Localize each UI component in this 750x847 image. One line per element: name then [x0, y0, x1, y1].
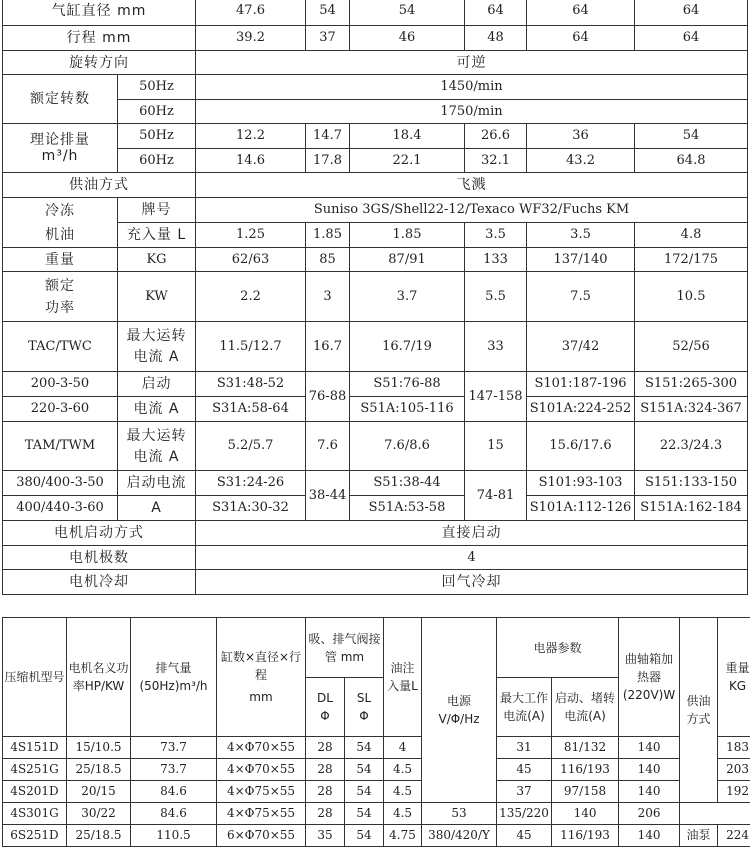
- header-row: [3, 618, 750, 678]
- cell: 14.6: [196, 149, 306, 173]
- header-text: 重量: [719, 659, 750, 677]
- header-text: DL: [307, 689, 343, 707]
- cell: 200-3-50: [3, 372, 118, 397]
- cell: 28: [306, 803, 345, 825]
- cell: 30/22: [67, 803, 131, 825]
- cell: 140: [619, 825, 680, 847]
- cell: 64: [635, 0, 748, 26]
- cell: 380/420/Y: [422, 825, 497, 847]
- cell: 116/193: [552, 759, 619, 781]
- header-max-current: 最大工作电流(A): [497, 678, 552, 737]
- cell: 4×Φ70×55: [217, 737, 306, 759]
- cell: 133: [465, 248, 527, 272]
- cell: 43.2: [527, 149, 635, 173]
- cell: 45: [497, 759, 552, 781]
- cell: 3.5: [527, 223, 635, 248]
- cell: 1450/min: [196, 75, 748, 100]
- cell: 47.6: [196, 0, 306, 26]
- cell: S51A:105-116: [350, 397, 465, 422]
- label-line: 机油: [4, 227, 116, 243]
- cell: 85: [306, 248, 350, 272]
- cell: S31A:30-32: [196, 496, 306, 521]
- header-weight: [718, 618, 750, 737]
- row-label: 供油方式: [3, 173, 196, 198]
- header-dl: [306, 678, 345, 737]
- cell: 3.7: [350, 272, 465, 322]
- cell: 140: [619, 737, 680, 759]
- cell: 3.5: [465, 223, 527, 248]
- cell: 54: [306, 0, 350, 26]
- cell: 1.85: [306, 223, 350, 248]
- cell: Suniso 3GS/Shell22-12/Texaco WF32/Fuchs KM: [196, 198, 748, 223]
- label-line: 最大运转: [119, 428, 194, 444]
- row-label: 行程 mm: [3, 26, 196, 51]
- cell: 回气冷却: [196, 570, 748, 595]
- cell: 10.5: [635, 272, 748, 322]
- cell: 97/158: [552, 781, 619, 803]
- row-label: [3, 272, 118, 322]
- cell: 62/63: [196, 248, 306, 272]
- cell: S151A:324-367: [635, 397, 748, 422]
- cell: 50Hz: [118, 124, 196, 149]
- lra1-row: [3, 397, 748, 422]
- cell: 87/91: [350, 248, 465, 272]
- table-row: [3, 803, 750, 825]
- row-label: 电机启动方式: [3, 521, 196, 546]
- row-label: TAC/TWC: [3, 322, 118, 372]
- cell: 4S251G: [3, 759, 67, 781]
- table-row: [3, 825, 750, 847]
- row-label: 电机极数: [3, 546, 196, 570]
- power-row: [3, 272, 748, 322]
- cell: 73.7: [131, 759, 217, 781]
- row-label: [3, 198, 118, 248]
- compressor-model-table: [2, 617, 750, 847]
- cell: 74-81: [465, 471, 527, 521]
- cell: 5.2/5.7: [196, 422, 306, 471]
- cell: 3: [306, 272, 350, 322]
- cell: KW: [118, 272, 196, 322]
- label-line: m³/h: [4, 148, 116, 164]
- row-label: [3, 124, 118, 173]
- cell: [118, 422, 196, 471]
- row-label: 旋转方向: [3, 51, 196, 75]
- cell: 64: [527, 0, 635, 26]
- cell: 4S151D: [3, 737, 67, 759]
- cell: S101A:112-126: [527, 496, 635, 521]
- tac-row: [3, 322, 748, 372]
- cell: 192: [718, 781, 750, 803]
- row-label: 额定转数: [3, 75, 118, 124]
- stroke-row: [3, 26, 748, 51]
- cell: 137/140: [527, 248, 635, 272]
- cell: 飞溅: [196, 173, 748, 198]
- cell: 52/56: [635, 322, 748, 372]
- cell: S101:93-103: [527, 471, 635, 496]
- cell: 6S251D: [3, 825, 67, 847]
- header-unit: V/Φ/Hz: [423, 710, 495, 728]
- row-label: 气缸直径 mm: [3, 0, 196, 26]
- row-label: 重量: [3, 248, 118, 272]
- label-line: 功率: [4, 300, 116, 316]
- cell: [118, 322, 196, 372]
- cell: 48: [465, 26, 527, 51]
- label-line: 额定: [4, 278, 116, 294]
- cell: S101A:224-252: [527, 397, 635, 422]
- cell: 4S301G: [3, 803, 67, 825]
- cell: 147-158: [465, 372, 527, 422]
- cell: S31A:58-64: [196, 397, 306, 422]
- cell: 25/18.5: [67, 825, 131, 847]
- cell: 5.5: [465, 272, 527, 322]
- table-row: [3, 781, 750, 803]
- label-line: 冷冻: [4, 203, 116, 219]
- cell: 4.8: [635, 223, 748, 248]
- cell: 4.5: [384, 781, 422, 803]
- cell: 54: [345, 803, 384, 825]
- cell: 172/175: [635, 248, 748, 272]
- cell: 28: [306, 737, 345, 759]
- cell: 2.2: [196, 272, 306, 322]
- cell: 84.6: [131, 803, 217, 825]
- label-line: 理论排量: [4, 132, 116, 148]
- cell: 4: [196, 546, 748, 570]
- cell: 33: [465, 322, 527, 372]
- cell: 12.2: [196, 124, 306, 149]
- oil-supply-row: [3, 173, 748, 198]
- cell: 14.7: [306, 124, 350, 149]
- cell: KG: [118, 248, 196, 272]
- header-unit: mm: [218, 688, 304, 706]
- cell: S51A:53-58: [350, 496, 465, 521]
- cell: 16.7/19: [350, 322, 465, 372]
- cell: S31:24-26: [196, 471, 306, 496]
- cell: A: [118, 496, 196, 521]
- cell: 35: [306, 825, 345, 847]
- header-model: 压缩机型号: [3, 618, 67, 737]
- cell: 25/18.5: [67, 759, 131, 781]
- lra2-row: [3, 471, 748, 496]
- header-cylinders: [217, 618, 306, 737]
- cell: 37: [497, 781, 552, 803]
- cell: 54: [350, 0, 465, 26]
- cell: 31: [497, 737, 552, 759]
- header-displacement: 排气量(50Hz)m³/h: [131, 618, 217, 737]
- header-power-supply: [422, 618, 497, 803]
- cell: S151:265-300: [635, 372, 748, 397]
- rotation-row: [3, 51, 748, 75]
- cell: 54: [345, 825, 384, 847]
- cell: 22.1: [350, 149, 465, 173]
- cell: 1.85: [350, 223, 465, 248]
- cell: 110.5: [131, 825, 217, 847]
- cell: 37: [306, 26, 350, 51]
- cell: 28: [306, 781, 345, 803]
- cell: 15/10.5: [67, 737, 131, 759]
- cell: 32.1: [465, 149, 527, 173]
- cell: 7.6/8.6: [350, 422, 465, 471]
- label-line: 最大运转: [119, 328, 194, 344]
- header-motor: 电机名义功率HP/KW: [67, 618, 131, 737]
- cell: S51:76-88: [350, 372, 465, 397]
- rated-speed-row: [3, 75, 748, 100]
- header-oil: 油注入量L: [384, 618, 422, 737]
- cell: 140: [552, 803, 619, 825]
- cell: 84.6: [131, 781, 217, 803]
- cell: 45: [497, 825, 552, 847]
- cell: 73.7: [131, 737, 217, 759]
- cell: 183: [718, 737, 750, 759]
- header-start-current: 启动、堵转电流(A): [552, 678, 619, 737]
- cell: 37/42: [527, 322, 635, 372]
- displacement-row: [3, 124, 748, 149]
- cell: 64: [527, 26, 635, 51]
- cell: 4: [384, 737, 422, 759]
- oil-brand-row: [3, 198, 748, 223]
- header-sl: [345, 678, 384, 737]
- cell: 220-3-60: [3, 397, 118, 422]
- cell: 15: [465, 422, 527, 471]
- cell: 启动: [118, 372, 196, 397]
- cell: 油泵: [680, 825, 718, 847]
- cell: 4×Φ70×55: [217, 759, 306, 781]
- header-text: 缸数×直径×行程: [218, 648, 304, 684]
- cell: 4.5: [384, 803, 422, 825]
- start-method-row: [3, 521, 748, 546]
- cell: 60Hz: [118, 149, 196, 173]
- cell: 启动电流: [118, 471, 196, 496]
- cell: 22.3/24.3: [635, 422, 748, 471]
- label-line: 电流 A: [119, 449, 194, 465]
- cell: 可逆: [196, 51, 748, 75]
- cell: 牌号: [118, 198, 196, 223]
- cell: 38-44: [306, 471, 350, 521]
- cell: 54: [345, 781, 384, 803]
- cell: 60Hz: [118, 100, 196, 124]
- cell: S101:187-196: [527, 372, 635, 397]
- cell: 135/220: [497, 803, 552, 825]
- cell: 53: [422, 803, 497, 825]
- header-oil-supply: 供油方式: [680, 618, 718, 803]
- cell: 6×Φ70×55: [217, 825, 306, 847]
- cell: 11.5/12.7: [196, 322, 306, 372]
- cell: 1.25: [196, 223, 306, 248]
- tam-row: [3, 422, 748, 471]
- cell: S151A:162-184: [635, 496, 748, 521]
- weight-row: [3, 248, 748, 272]
- cell: 76-88: [306, 372, 350, 422]
- cell: 4.5: [384, 759, 422, 781]
- cell: 39.2: [196, 26, 306, 51]
- bore-row: [3, 0, 748, 26]
- cell: 81/132: [552, 737, 619, 759]
- poles-row: [3, 546, 748, 570]
- cell: 380/400-3-50: [3, 471, 118, 496]
- cell: 4×Φ75×55: [217, 803, 306, 825]
- cell: 20/15: [67, 781, 131, 803]
- cell: 36: [527, 124, 635, 149]
- cell: 54: [345, 759, 384, 781]
- cell: 充入量 L: [118, 223, 196, 248]
- cell: S151:133-150: [635, 471, 748, 496]
- cell: 15.6/17.6: [527, 422, 635, 471]
- cell: 224: [718, 825, 750, 847]
- cell: 16.7: [306, 322, 350, 372]
- lra2-row: [3, 496, 748, 521]
- header-unit: KG: [719, 677, 750, 695]
- cell: 206: [619, 803, 680, 825]
- cell: 400/440-3-60: [3, 496, 118, 521]
- cell: 116/193: [552, 825, 619, 847]
- table-row: [3, 737, 750, 759]
- lra1-row: [3, 372, 748, 397]
- cell: 4×Φ75×55: [217, 781, 306, 803]
- cell: 28: [306, 759, 345, 781]
- cell: 7.6: [306, 422, 350, 471]
- cell: 54: [635, 124, 748, 149]
- cell: 18.4: [350, 124, 465, 149]
- cell: 电流 A: [118, 397, 196, 422]
- cell: 140: [619, 781, 680, 803]
- header-text: 电源: [423, 692, 495, 710]
- header-unit: Φ: [346, 707, 382, 725]
- cell: 64: [635, 26, 748, 51]
- header-unit: Φ: [307, 707, 343, 725]
- cell: 26.6: [465, 124, 527, 149]
- cell: 54: [345, 737, 384, 759]
- cell: 46: [350, 26, 465, 51]
- cell: S31:48-52: [196, 372, 306, 397]
- compressor-spec-table: [2, 0, 748, 595]
- cell: 17.8: [306, 149, 350, 173]
- header-heater: 曲轴箱加热器(220V)W: [619, 618, 680, 737]
- table-row: [3, 759, 750, 781]
- label-line: 电流 A: [119, 349, 194, 365]
- header-text: SL: [346, 689, 382, 707]
- cell: 直接启动: [196, 521, 748, 546]
- cell: 50Hz: [118, 75, 196, 100]
- cooling-row: [3, 570, 748, 595]
- row-label: TAM/TWM: [3, 422, 118, 471]
- row-label: 电机冷却: [3, 570, 196, 595]
- cell: 7.5: [527, 272, 635, 322]
- cell: 4S201D: [3, 781, 67, 803]
- cell: 1750/min: [196, 100, 748, 124]
- cell: 203: [718, 759, 750, 781]
- header-electrical: 电器参数: [497, 618, 619, 678]
- header-pipe: 吸、排气阀接管 mm: [306, 618, 384, 678]
- cell: 64.8: [635, 149, 748, 173]
- cell: S51:38-44: [350, 471, 465, 496]
- cell: 4.75: [384, 825, 422, 847]
- cell: 64: [465, 0, 527, 26]
- cell: 140: [619, 759, 680, 781]
